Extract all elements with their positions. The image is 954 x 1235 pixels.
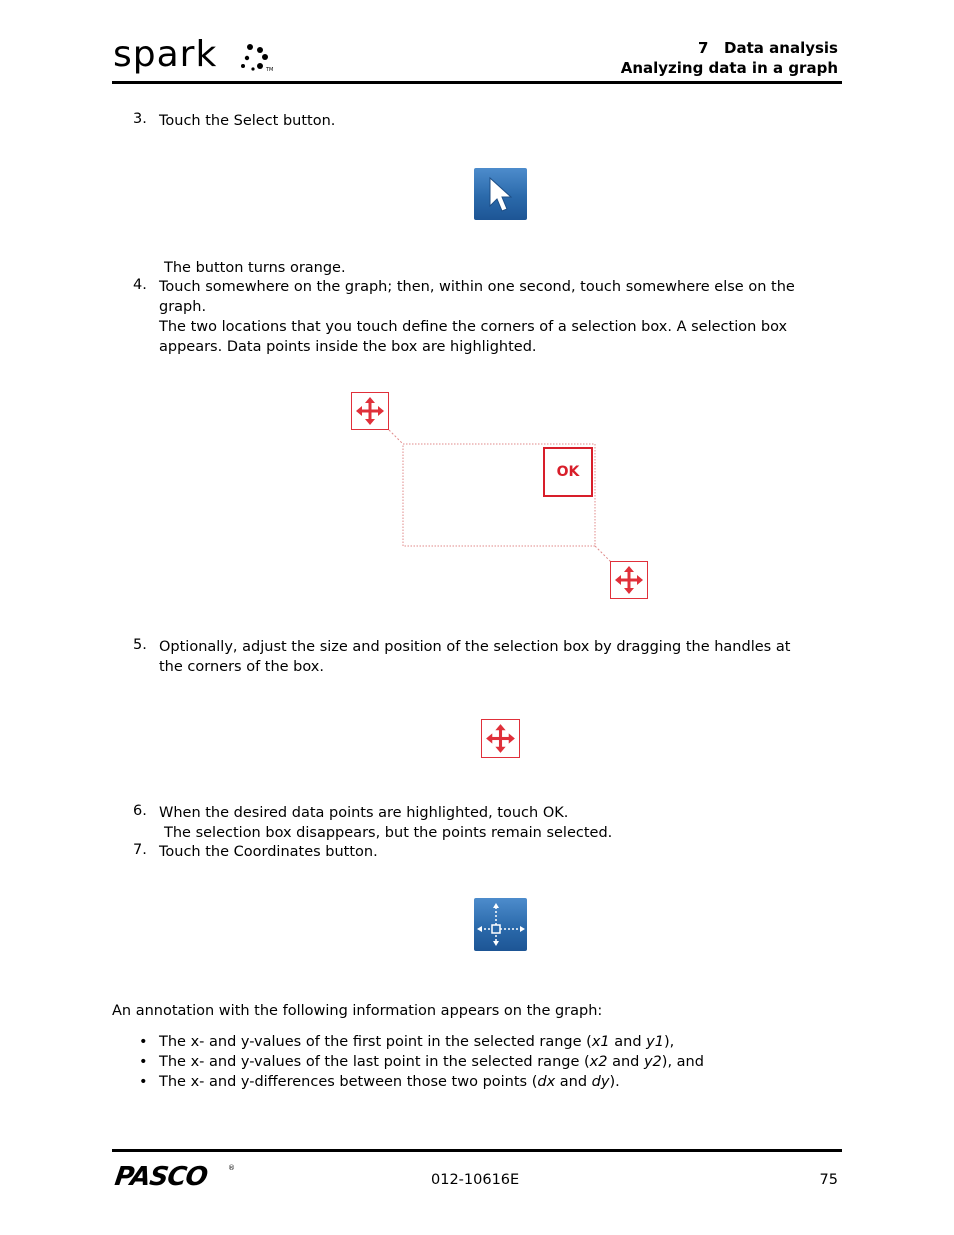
select-button-icon — [474, 168, 527, 220]
step-text — [159, 637, 839, 677]
doc-number: 012-10616E — [431, 1172, 520, 1188]
bullet-text: ), — [663, 1034, 675, 1050]
svg-text:TM: TM — [266, 67, 274, 73]
footer-rule — [112, 1149, 842, 1152]
bottom-right-handle-icon — [610, 561, 648, 599]
step-number: 6. — [133, 803, 147, 819]
step-text-line: the corners of the box. — [159, 659, 325, 675]
step-number: 7. — [133, 842, 147, 858]
bullet-text: The x- and y-values of the first point in the selected range ( — [159, 1034, 592, 1050]
bullet-text: and — [607, 1054, 644, 1070]
header-rule — [112, 81, 842, 84]
bullet-dot: • — [139, 1054, 148, 1070]
chapter-title: 7 Data analysis — [697, 39, 838, 57]
coordinates-button-icon — [474, 898, 527, 951]
bullet-text: and — [555, 1074, 592, 1090]
step-number: 3. — [133, 111, 147, 127]
bullet-text: The x- and y-differences between those two points ( — [159, 1074, 538, 1090]
bullet-var: x2 — [589, 1054, 608, 1070]
page-number: 75 — [819, 1172, 838, 1188]
spark-logo-text: spark — [113, 34, 218, 75]
step-number: 5. — [133, 637, 147, 653]
list-item — [137, 1052, 837, 1072]
bullet-text: The x- and y-values of the last point in the selected range ( — [159, 1054, 590, 1070]
step-number: 4. — [133, 277, 147, 293]
spark-logo — [113, 34, 217, 78]
bullet-text: ), and — [661, 1054, 704, 1070]
spark-dots-icon — [238, 42, 278, 74]
bullet-dot: • — [139, 1034, 148, 1050]
step-text: When the desired data points are highlighted, touch OK. — [159, 805, 569, 821]
step-text — [159, 277, 839, 357]
selection-box-figure — [345, 388, 655, 603]
bullet-var: dy — [591, 1074, 610, 1090]
header-titles — [621, 38, 838, 78]
step-note: The selection box disappears, but the points remain selected. — [164, 825, 613, 841]
list-item — [137, 1072, 837, 1092]
ok-button[interactable] — [543, 447, 593, 497]
bullet-var: x1 — [591, 1034, 610, 1050]
step-text: Touch the Coordinates button. — [159, 844, 378, 860]
registered-mark: ® — [228, 1164, 235, 1172]
step-text-line: graph. — [159, 299, 207, 315]
step-text-line: Touch somewhere on the graph; then, within one second, touch somewhere else on the — [159, 279, 795, 295]
step-text-line: Optionally, adjust the size and position of the selection box by dragging the handles at — [159, 639, 791, 655]
resize-handle-icon — [481, 719, 520, 758]
ok-button-label: OK — [556, 464, 580, 480]
step-detail-line: appears. Data points inside the box are highlighted. — [159, 339, 537, 355]
pasco-logo — [113, 1162, 209, 1192]
bullet-text: ). — [609, 1074, 620, 1090]
step-text: Touch the Select button. — [159, 113, 336, 129]
pasco-logo-text: PASCO — [112, 1162, 209, 1192]
step-note: The button turns orange. — [164, 260, 346, 276]
step-detail-line: The two locations that you touch define the corners of a selection box. A selection box — [159, 319, 788, 335]
bullet-var: dx — [537, 1074, 556, 1090]
bullet-dot: • — [139, 1074, 148, 1090]
list-item — [137, 1032, 837, 1052]
annotation-intro: An annotation with the following information appears on the graph: — [112, 1003, 603, 1019]
bullet-var: y2 — [643, 1054, 662, 1070]
bullet-var: y1 — [646, 1034, 664, 1050]
top-left-handle-icon — [351, 392, 389, 430]
bullet-text: and — [609, 1034, 647, 1050]
section-title: Analyzing data in a graph — [620, 59, 838, 77]
bullet-list — [137, 1032, 837, 1092]
